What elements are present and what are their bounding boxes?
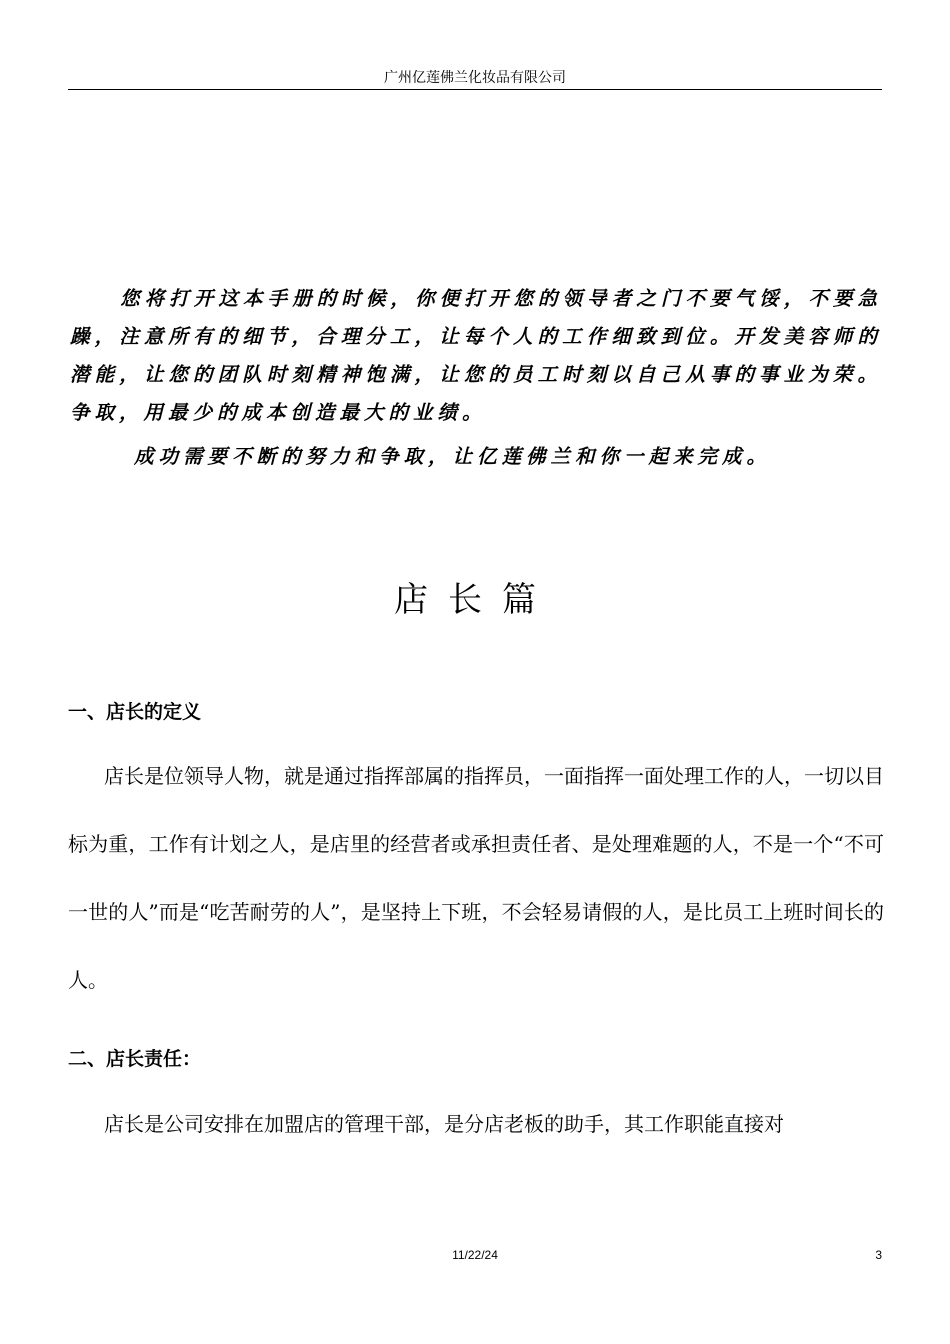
definition-paragraph: 店长是位领导人物，就是通过指挥部属的指挥员，一面指挥一面处理工作的人，一切以目标为重，工作有计划之人，是店里的经营者或承担责任者、是处理难题的人，不是一个“不可一世的人”而是“吃苦耐劳的人”，是坚持上下班，不会轻易请假的人，是比员工上班时间长的人。 — [68, 764, 884, 992]
intro-block — [70, 280, 882, 476]
page-title: 店长篇 — [394, 580, 556, 620]
section-heading-responsibility: 二、店长责任： — [68, 1048, 202, 1070]
company-name: 广州亿莲佛兰化妆品有限公司 — [384, 70, 566, 86]
intro-closing-line: 成功需要不断的努力和争取，让亿莲佛兰和你一起来完成。 — [134, 445, 772, 468]
section-text-responsibility — [68, 1090, 884, 1158]
section-heading-definition: 一、店长的定义 — [68, 701, 202, 723]
responsibility-paragraph: 店长是公司安排在加盟店的管理干部，是分店老板的助手，其工作职能直接对 — [104, 1112, 784, 1136]
footer-date: 11/22/24 — [452, 1248, 498, 1262]
page-number: 3 — [875, 1248, 882, 1262]
section-text-definition — [68, 742, 884, 1014]
intro-paragraph: 您将打开这本手册的时候，你便打开您的领导者之门不要气馁，不要急躁，注意所有的细节，合理分工，让每个人的工作细致到位。开发美容师的潜能，让您的团队时刻精神饱满，让您的员工时刻以自己从事的事业为荣。争取，用最少的成本创造最大的业绩。 — [70, 287, 882, 424]
page-header — [68, 68, 882, 90]
